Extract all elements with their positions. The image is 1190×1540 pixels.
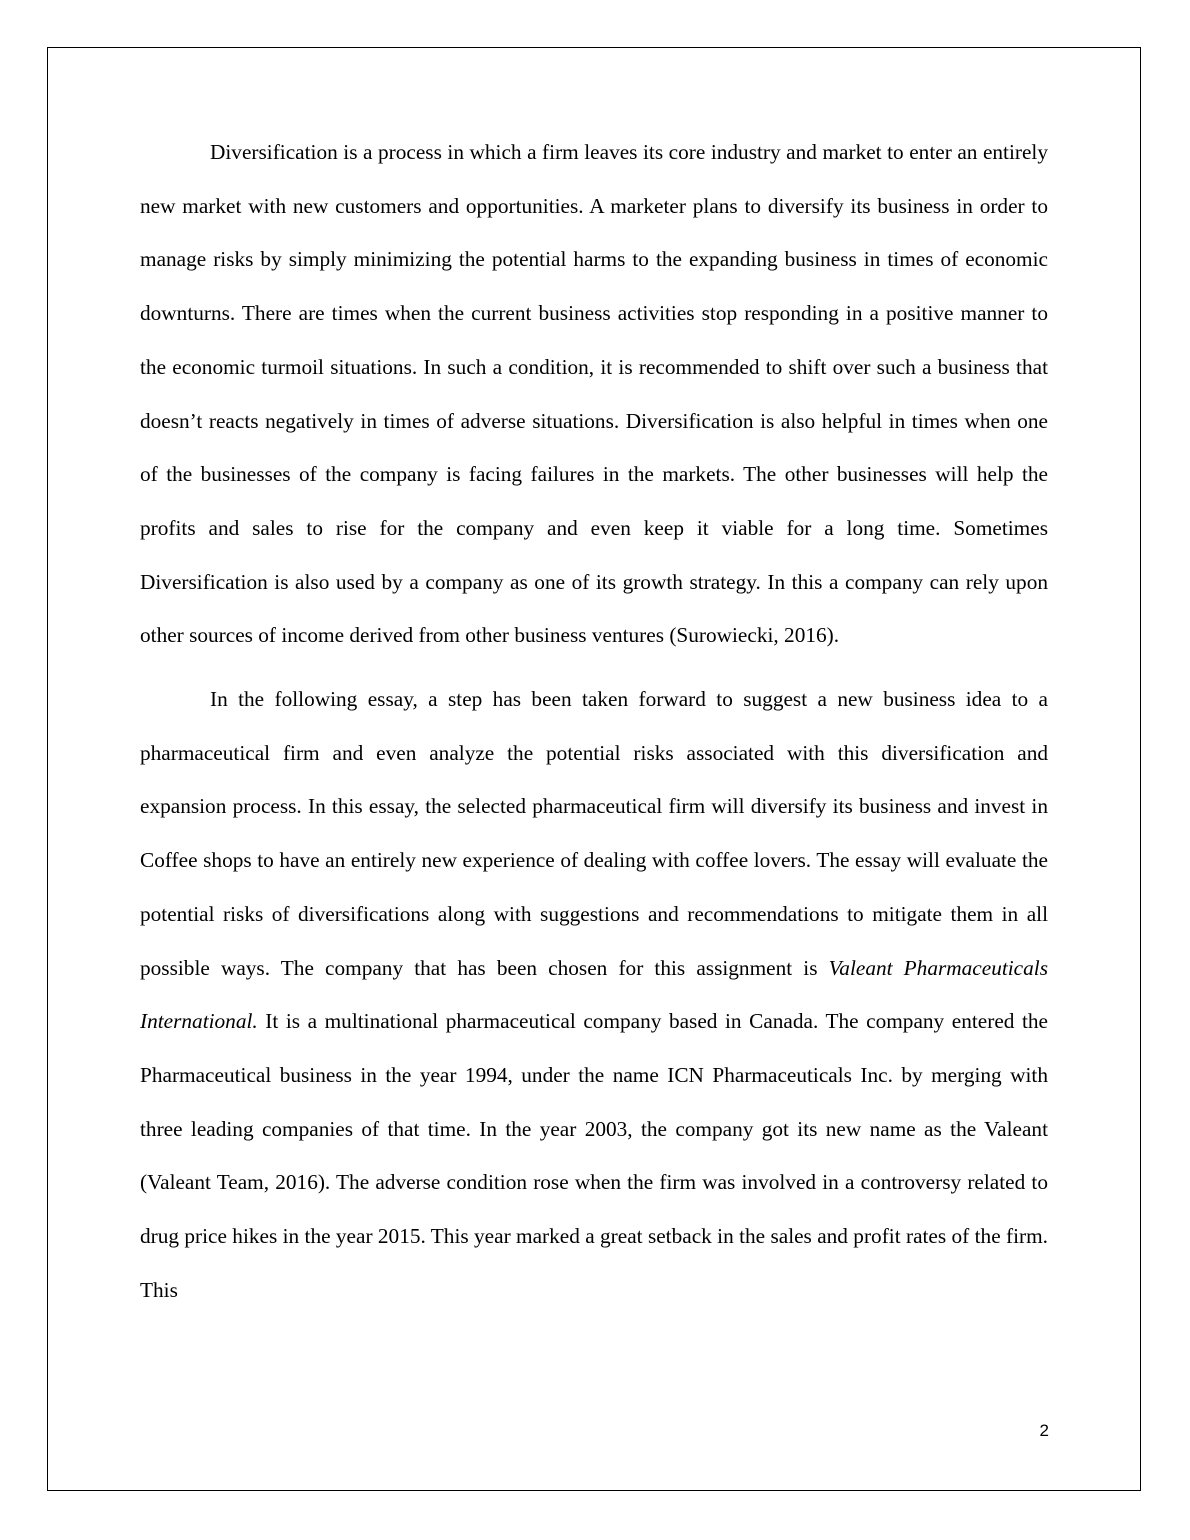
paragraph-1: Diversification is a process in which a firm leaves its core industry and market to enter an entirely new market with new customers and opportunities. A marketer plans to diversify its business in order to manage risks by simply minimizing the potential harms to the expanding business in times of economic downturns. There are times when the current business activities stop responding in a positive manner to the economic turmoil situations. In such a condition, it is recommended to shift over such a business that doesn’t reacts negatively in times of adverse situations. Diversification is also helpful in times when one of the businesses of the company is facing failures in the markets. The other businesses will help the profits and sales to rise for the company and even keep it viable for a long time. Sometimes Diversification is also used by a company as one of its growth strategy. In this a company can rely upon other sources of income derived from other business ventures (Surowiecki, 2016). [140,140,1048,648]
paragraph-2 [140,673,1048,1317]
document-body [140,126,1048,1317]
paragraph-2-text-end: It is a multinational pharmaceutical company based in Canada. The company entered the Pharmaceutical business in the year 1994, under the name ICN Pharmaceuticals Inc. by merging with three leading companies of that time. In the year 2003, the company got its new name as the Valeant (Valeant Team, 2016). The adverse condition rose when the firm was involved in a controversy related to drug price hikes in the year 2015. This year marked a great setback in the sales and profit rates of the firm. This [140,1009,1048,1302]
paragraph-2-text-start: In the following essay, a step has been taken forward to suggest a new business idea to a pharmaceutical firm and even analyze the potential risks associated with this diversification and expansion process. In this essay, the selected pharmaceutical firm will diversify its business and invest in Coffee shops to have an entirely new experience of dealing with coffee lovers. The essay will evaluate the potential risks of diversifications along with suggestions and recommendations to mitigate them in all possible ways. The company that has been chosen for this assignment is [140,687,1048,980]
company-name-italic: Valeant Pharmaceuticals International. [140,955,1048,1034]
page-number: 2 [1039,1421,1049,1440]
